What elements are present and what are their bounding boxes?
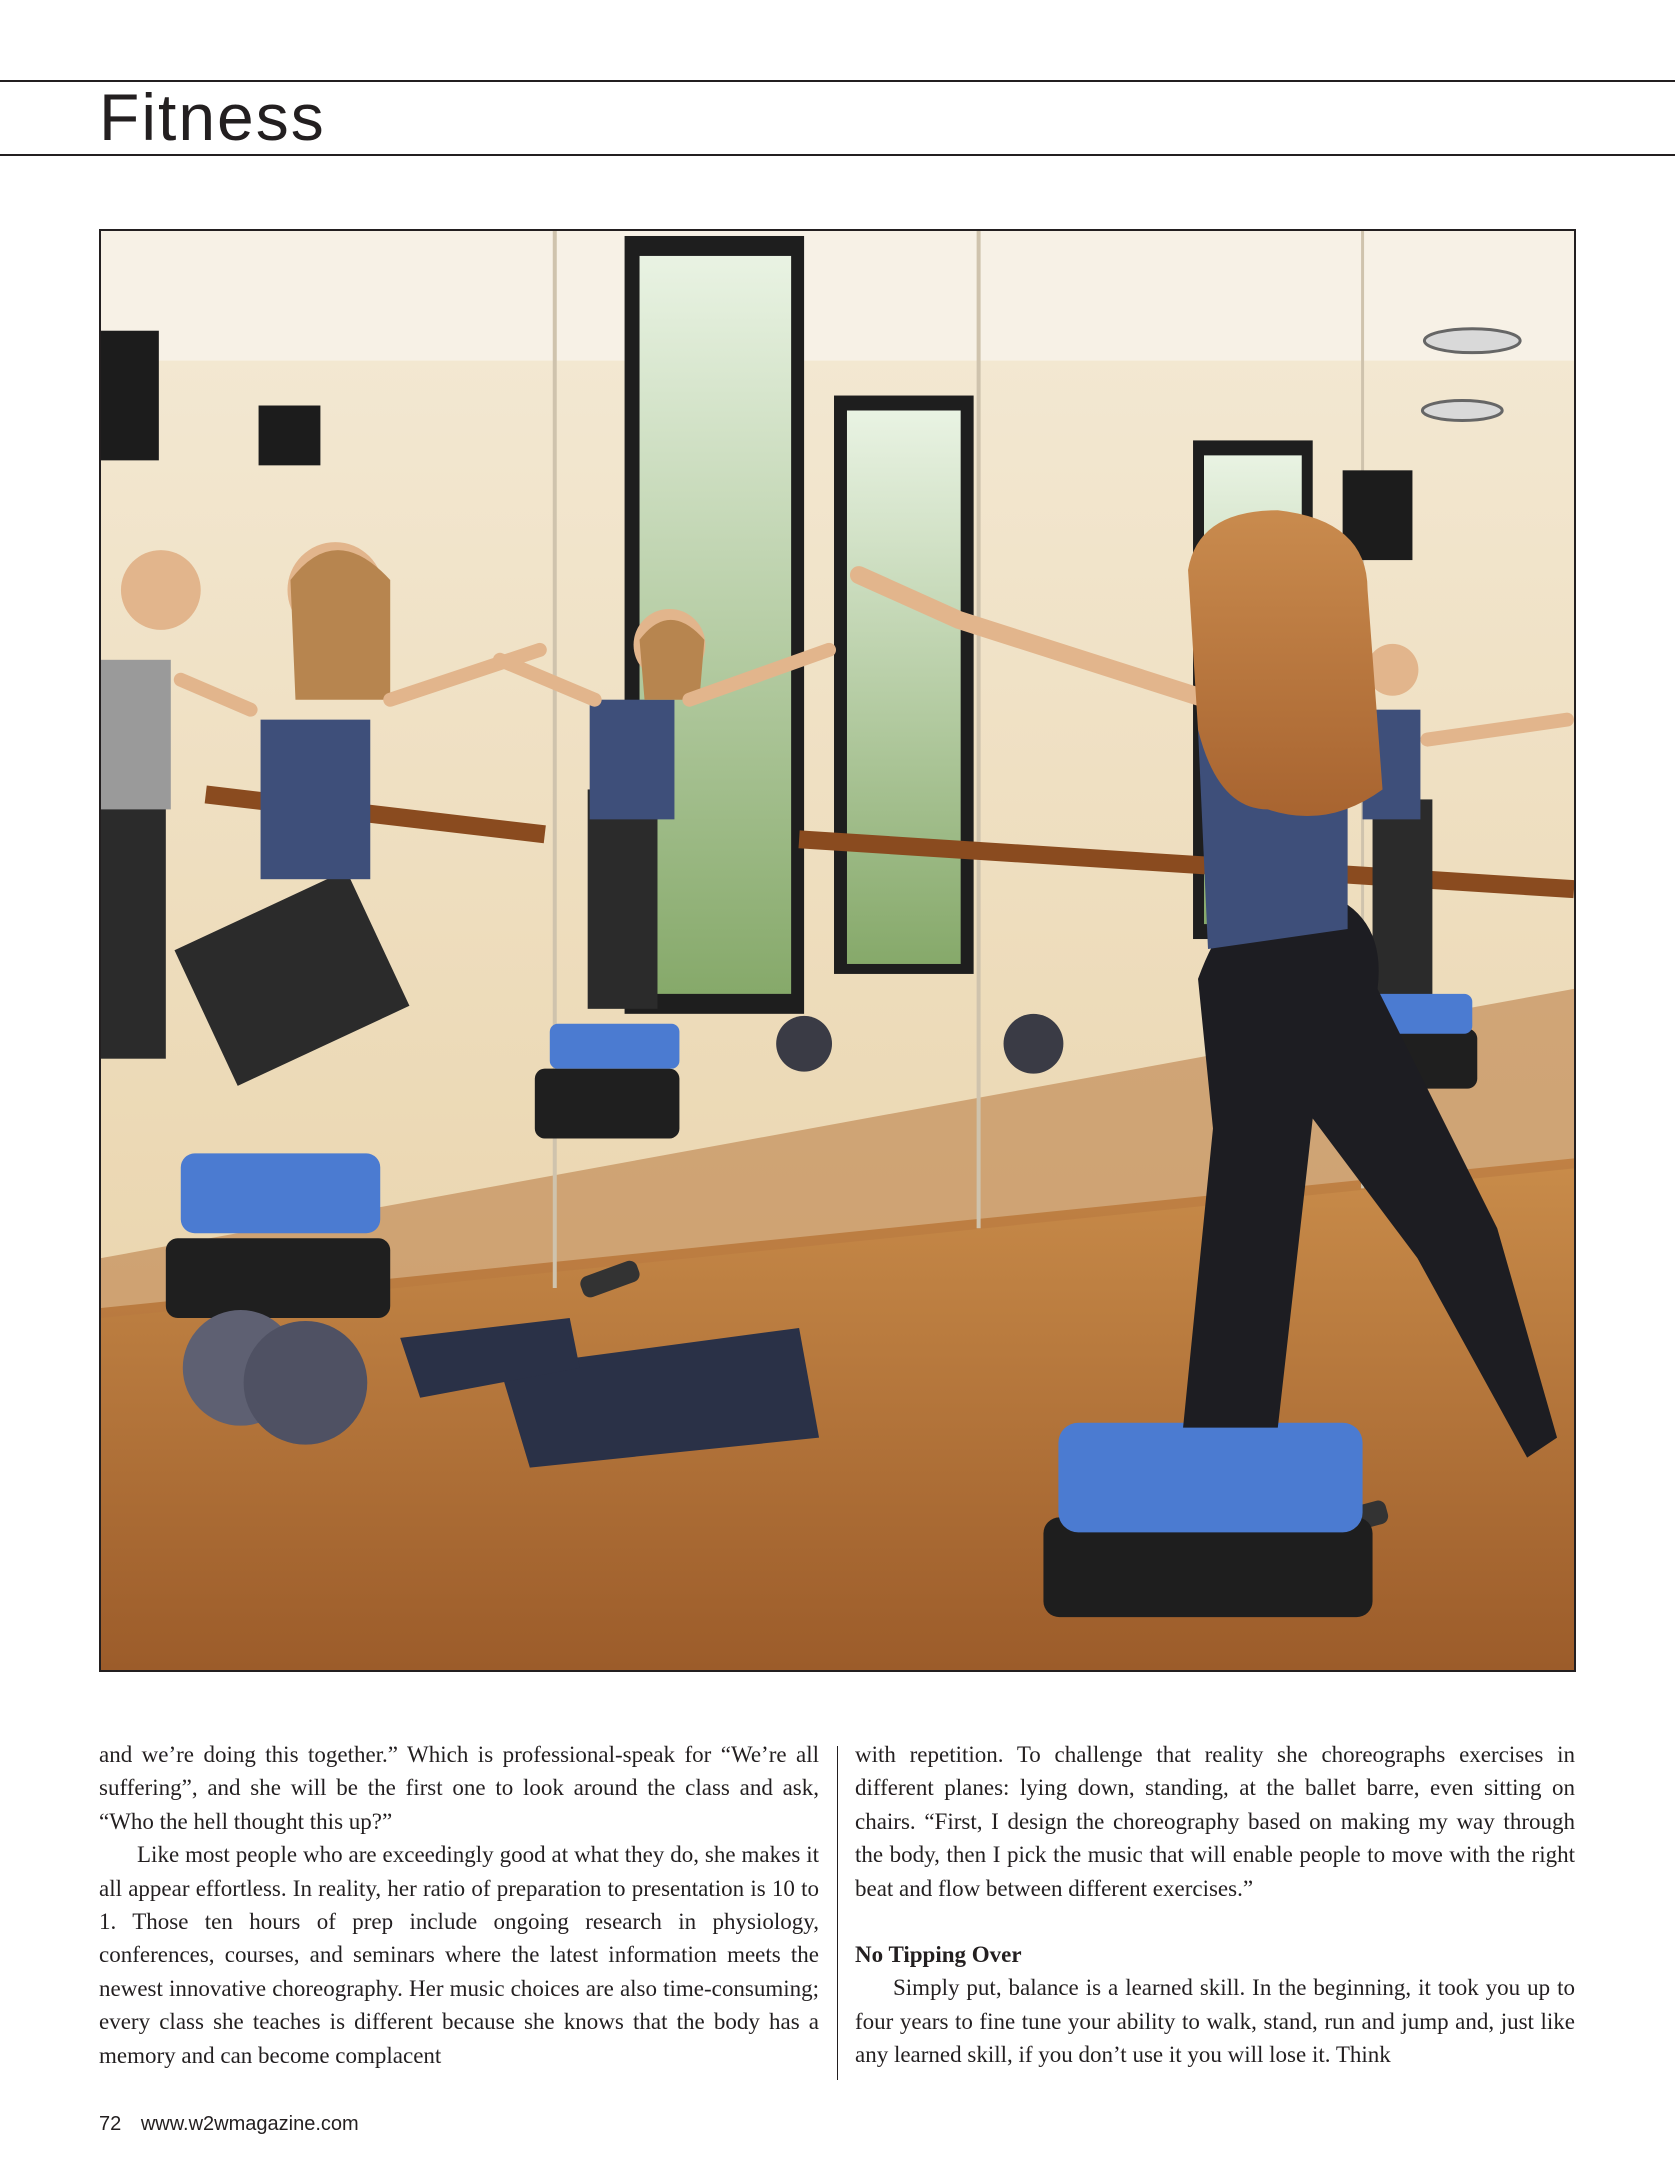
article-column-left xyxy=(99,1738,819,2072)
section-title: Fitness xyxy=(99,80,326,154)
body-paragraph: Like most people who are exceedingly good at what they do, she makes it all appear effortless. In reality, her ratio of preparation to presentation is 10 to 1. Those ten hours of prep include ongoing research in physiology, conferences, courses, and seminars where the latest information meets the newest innovative choreography. Her music choices are also time-consuming; every class she teaches is different because she knows that the body has a memory and can become complacent xyxy=(99,1842,819,2068)
fitness-class-illustration xyxy=(101,231,1574,1670)
subheading: No Tipping Over xyxy=(855,1942,1022,1968)
body-paragraph: and we’re doing this together.” Which is professional-speak for “We’re all suffering”, and she will be the first one to look around the class and ask, “Who the hell thought this up?” xyxy=(99,1742,819,1834)
page-footer xyxy=(99,2111,359,2137)
article-photo xyxy=(99,229,1576,1672)
body-paragraph: Simply put, balance is a learned skill. In the beginning, it took you up to four years to fine tune your ability to walk, stand, run and jump and, just like any learned skill, if you don’t use it you will lose it. Think xyxy=(855,1975,1575,2068)
column-divider xyxy=(837,1746,838,2080)
header-bottom-rule xyxy=(0,154,1675,156)
article-column-right xyxy=(855,1738,1575,2072)
website-url: www.w2wmagazine.com xyxy=(140,2113,359,2135)
body-paragraph: with repetition. To challenge that reality she choreographs exercises in different planes: lying down, standing, at the ballet barre, even sitting on chairs. “First, I design the choreography based on making my way through the body, then I pick the music that will enable people to move with the right beat and flow between different exercises.” xyxy=(855,1742,1575,1901)
page-number: 72 xyxy=(99,2113,122,2135)
